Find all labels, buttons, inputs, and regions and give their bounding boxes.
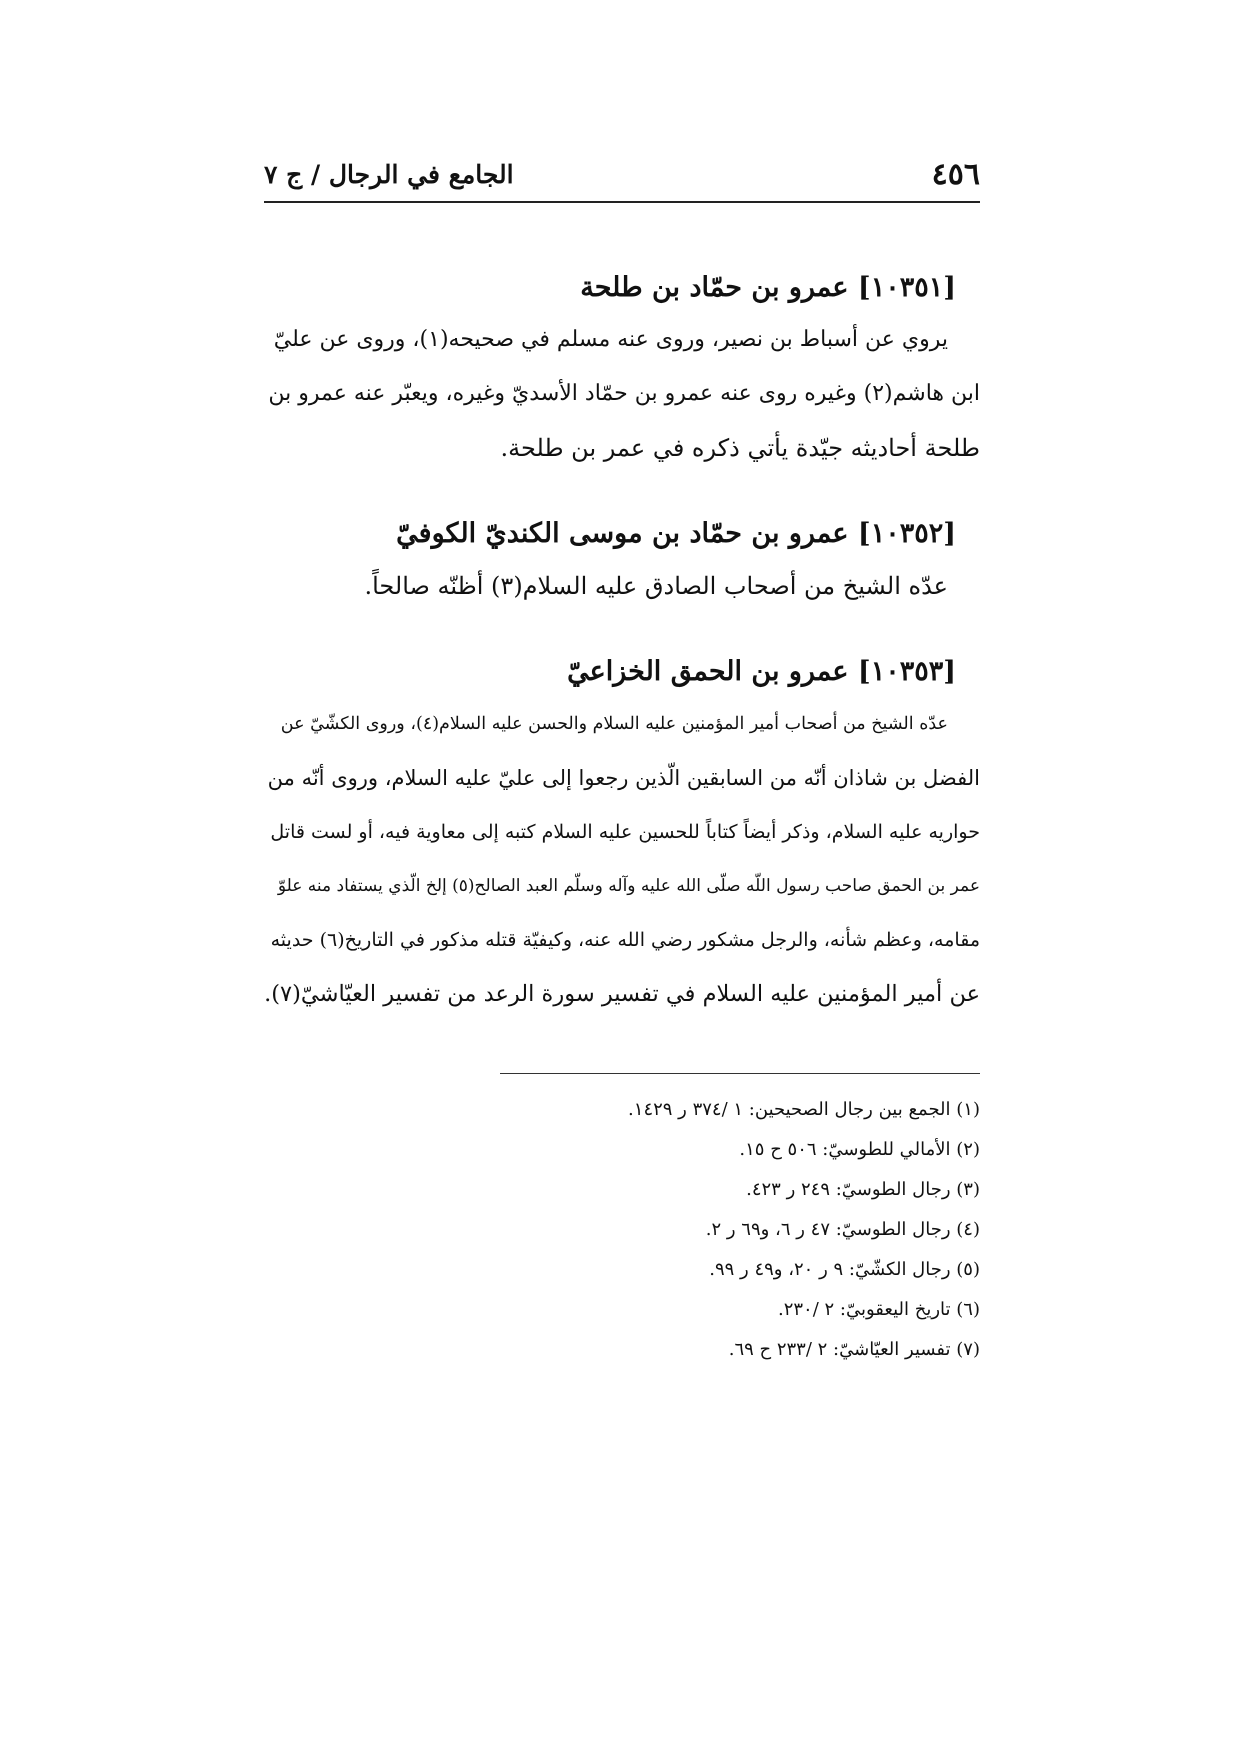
entry — [264, 647, 980, 1021]
footnotes — [500, 1090, 980, 1370]
entry — [264, 263, 980, 475]
footnote: (٦) تاريخ اليعقوبيّ: ٢ /٢٣٠. — [777, 1299, 980, 1320]
entry-title: [١٠٣٥٣] عمرو بن الحمق الخزاعيّ — [567, 656, 956, 687]
footnote: (٧) تفسير العيّاشيّ: ٢ /٢٣٣ ح ٦٩. — [728, 1339, 980, 1360]
text-line: عدّه الشيخ من أصحاب الصادق عليه السلام(٣) أظنّه صالحاً. — [364, 572, 948, 600]
text-line: الفضل بن شاذان أنّه من السابقين الّذين رجعوا إلى عليّ عليه السلام، وروى أنّه من — [267, 766, 980, 790]
body-text — [264, 263, 980, 1055]
entry — [264, 509, 980, 613]
footnote: (٥) رجال الكشّيّ: ٩ ر ٢٠، و٤٩ ر ٩٩. — [709, 1259, 980, 1280]
footnote: (٣) رجال الطوسيّ: ٢٤٩ ر ٤٢٣. — [746, 1179, 980, 1200]
text-line: ابن هاشم(٢) وغيره روى عنه عمرو بن حمّاد الأسديّ وغيره، ويعبّر عنه عمرو بن — [268, 381, 980, 406]
entry-text — [264, 313, 980, 475]
entry-title: [١٠٣٥١] عمرو بن حمّاد بن طلحة — [580, 272, 956, 303]
footnote: (٤) رجال الطوسيّ: ٤٧ ر ٦، و٦٩ ر ٢. — [705, 1219, 980, 1240]
header-rule — [264, 201, 980, 203]
footnote: (١) الجمع بين رجال الصحيحين: ١ /٣٧٤ ر ١٤٢٩. — [628, 1099, 980, 1120]
text-line: يروي عن أسباط بن نصير، وروى عنه مسلم في صحيحه(١)، وروى عن عليّ — [273, 327, 948, 352]
text-line: حواريه عليه السلام، وذكر أيضاً كتاباً للحسين عليه السلام كتبه إلى معاوية فيه، أو لست قاتل — [270, 821, 980, 843]
text-line: عدّه الشيخ من أصحاب أمير المؤمنين عليه السلام والحسن عليه السلام(٤)، وروى الكشّيّ عن — [280, 714, 948, 734]
footnote-rule — [500, 1073, 980, 1074]
page-header — [264, 150, 980, 200]
text-line: طلحة أحاديثه جيّدة يأتي ذكره في عمر بن طلحة. — [500, 434, 980, 462]
text-line: عمر بن الحمق صاحب رسول اللّه صلّى الله عليه وآله وسلّم العبد الصالح(٥) إلخ الّذي يستفاد منه علوّ — [277, 876, 980, 896]
entry-text — [264, 697, 980, 1021]
text-line: عن أمير المؤمنين عليه السلام في تفسير سورة الرعد من تفسير العيّاشيّ(٧). — [264, 981, 980, 1007]
text-line: مقامه، وعظم شأنه، والرجل مشكور رضي الله عنه، وكيفيّة قتله مذكور في التاريخ(٦) حديثه — [270, 929, 980, 951]
running-title: الجامع في الرجال / ج ٧ — [264, 160, 514, 189]
entry-text — [264, 559, 980, 613]
entry-title: [١٠٣٥٢] عمرو بن حمّاد بن موسى الكنديّ الكوفيّ — [396, 518, 956, 549]
page-number: ٤٥٦ — [931, 157, 980, 192]
footnote: (٢) الأمالي للطوسيّ: ٥٠٦ ح ١٥. — [739, 1139, 980, 1160]
